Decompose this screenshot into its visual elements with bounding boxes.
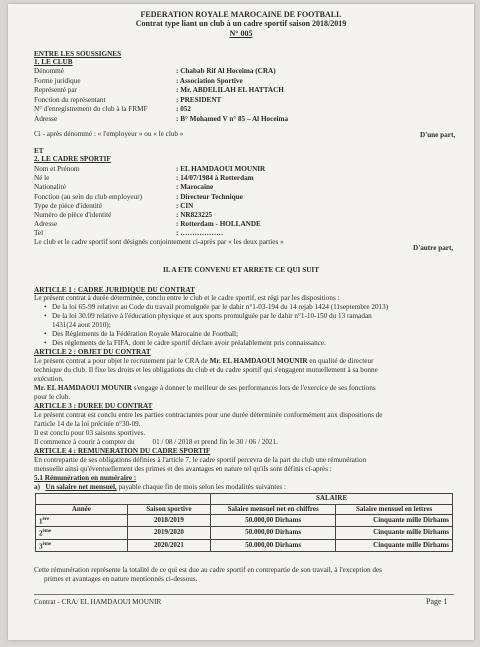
club-field-value: : Mr. ABDELILAH EL HATTACH (176, 86, 284, 95)
document-page (8, 4, 474, 640)
year-suffix: ème (42, 541, 52, 547)
col-header-annee: Année (36, 504, 128, 515)
year-suffix: ère (42, 517, 50, 522)
after-table-line: primes et avantages en nature mentionnés ci-dessous. (44, 575, 198, 583)
article1-bullet-cont: 1431(24 aout 2010); (52, 321, 111, 329)
amount-cell: 50.000,00 Dirhams (211, 515, 336, 527)
cadre-field-value: : 14/07/1984 à Rotterdam (176, 174, 254, 183)
cadre-field-value: : NR823225 (176, 211, 213, 219)
article1-intro: Le présent contrat à durée déterminée, conclu entre le club et le cadre sportif, est régi par les dispositions : (34, 294, 340, 302)
cadre-field-value: : Rotterdam - HOLLANDE (176, 220, 261, 229)
parties-designation: Le club et le cadre sportif sont désignés conjointement ci-après par « les deux parties » (34, 238, 284, 246)
salary-table (35, 493, 453, 552)
footer-divider (34, 594, 454, 595)
club-field-label: Forme juridique (34, 76, 81, 85)
article3-line: l'article 14 de la loi précitée n°30-09. (34, 420, 141, 428)
article4-line: mensuelle ainsi qu'éventuellement des primes et des avantages en nature tel qu'ils sont définis ci-après : (34, 465, 332, 473)
cadre-field-value: : ……………… (176, 229, 224, 238)
cadre-field-value: : EL HAMDAOUI MOUNIR (176, 165, 266, 173)
convenu-heading: IL A ETE CONVENU ET ARRETE CE QUI SUIT (162, 266, 320, 274)
club-field-label: Adresse (34, 115, 58, 123)
letters-cell: Cinquante mille Dirhams (336, 527, 453, 539)
cadre-field-label: Nom et Prénom (34, 165, 80, 173)
club-field-label: Dénommé (34, 67, 64, 75)
article1-bullet: • De la loi 30.09 relative à l'éducation physique et aux sports promulguée par le dahir n°1-10-150 du 13 ramadan (52, 312, 372, 321)
article2-line: technique du club. Il fixe les droits et les obligations du club et du cadre sportif qui s'engagent mutuellement à sa bonne (34, 366, 378, 374)
article2-line: Le présent contrat a pour objet le recrutement par le CRA de Mr. EL HAMDAOUI MOUNIR en qualité de directeur (34, 357, 374, 365)
document-title: FEDERATION ROYALE MAROCAINE DE FOOTBALL (140, 10, 342, 19)
parties-heading: ENTRE LES SOUSSIGNES (34, 50, 122, 58)
year-suffix: ème (42, 529, 52, 535)
article2-line: exécution. (34, 375, 64, 383)
col-header-lettres: Salaire mensuel en lettres (336, 504, 453, 515)
dautre-part: D'autre part, (413, 244, 454, 252)
article3-line: Il est conclu pour 03 saisons sportives. (34, 429, 146, 437)
remuneration-subheading: 5.1 Rémunération en numéraire : (34, 474, 137, 482)
footer-left: Contrat - CRA/ EL HAMDAOUI MOUNIR (34, 598, 162, 606)
contract-number: N° 005 (229, 29, 253, 38)
club-designation: Ci - après dénommé : « l'employeur » ou « le club » (34, 130, 184, 138)
et-label: ET (34, 147, 44, 155)
year-number: 3 (39, 541, 43, 550)
club-field-label: Fonction du représentant (34, 95, 106, 104)
table-row (36, 539, 453, 551)
article3-line: Il commence à courir à compter du 01 / 08 / 2018 et prend fin le 30 / 06 / 2021. (34, 438, 278, 446)
cadre-field-value: : Directeur Technique (176, 192, 243, 201)
season-cell: 2019/2020 (127, 527, 210, 539)
cadre-field-label: Fonction (au sein du club employeur) (34, 192, 142, 201)
amount-cell: 50.000,00 Dirhams (211, 527, 336, 539)
article4-heading: ARTICLE 4 : REMUNERATION DU CADRE SPORTIF (34, 447, 211, 455)
salary-group-header: SALAIRE (211, 494, 453, 505)
article2-line: pour le club. (34, 393, 71, 401)
year-cell (36, 539, 128, 551)
amount-cell: 50.000,00 Dirhams (211, 539, 336, 551)
col-header-chiffres: Salaire mensuel net en chiffres (211, 504, 336, 515)
article3-heading: ARTICLE 3 : DUREE DU CONTRAT (34, 402, 153, 410)
salary-intro: a) Un salaire net mensuel, payable chaque fin de mois selon les modalités suivantes : (34, 483, 286, 491)
cadre-field-value: : Marocaine (176, 183, 214, 192)
club-field-value: : Chabab Rif Al Hoceima (CRA) (176, 67, 276, 75)
cadre-field-value: : CIN (176, 201, 194, 210)
club-field-value: : PRESIDENT (176, 95, 222, 104)
year-cell (36, 527, 128, 539)
after-table-line: Cette rémunération représente la totalité de ce qui est due au cadre sportif en contrepartie de son travail, à l'exception des (34, 566, 382, 574)
article3-line: Le présent contrat est conclu entre les parties contractantes pour une durée déterminée conformément aux dispositions de (34, 411, 383, 419)
club-field-value: : Association Sportive (176, 76, 243, 85)
cadre-field-label: Né le (34, 174, 50, 183)
club-field-value: : B° Mohamed V n° 85 – Al Hoceima (176, 115, 289, 123)
article1-heading: ARTICLE 1 : CADRE JURIDIQUE DU CONTRAT (34, 286, 195, 294)
document-subtitle: Contrat type liant un club à un cadre sportif saison 2018/2019 (135, 19, 347, 28)
letters-cell: Cinquante mille Dirhams (336, 539, 453, 551)
year-number: 2 (39, 529, 43, 538)
dune-part: D'une part, (420, 131, 456, 139)
cadre-heading: 2. LE CADRE SPORTIF (34, 155, 111, 163)
article4-line: En contrepartie de ses obligations définies à l'article 7, le cadre sportif percevra de la part du club une rémunération (34, 456, 367, 464)
page-number: Page 1 (426, 597, 448, 606)
season-cell: 2020/2021 (127, 539, 210, 551)
table-row (36, 515, 453, 527)
year-number: 1 (39, 517, 43, 526)
cadre-field-label: Numéro de pièce d'identité (34, 211, 112, 219)
cadre-field-label: Tel (34, 229, 44, 238)
season-cell: 2018/2019 (127, 515, 210, 527)
article2-heading: ARTICLE 2 : OBJET DU CONTRAT (34, 348, 151, 356)
club-heading: 1. LE CLUB (34, 58, 73, 66)
letters-cell: Cinquante mille Dirhams (336, 515, 453, 527)
cadre-field-label: Adresse (34, 220, 58, 229)
article1-bullet: • De la loi 65-99 relative au Code du travail promulguée par le dahir n°1-03-194 du 14 rejab 1424 (11septembre 2013) (52, 303, 388, 312)
article1-bullet: • Des Règlements de la Fédération Royale Marocaine de Football; (52, 330, 238, 339)
table-row (36, 527, 453, 539)
col-header-saison: Saison sportive (127, 504, 210, 515)
cadre-field-label: Type de pièce d'identité (34, 201, 103, 210)
article1-bullet: • Des règlements de la FIFA, dont le cadre sportif déclare avoir préalablement pris connaissance. (52, 339, 326, 348)
club-field-label: Représenté par (34, 86, 77, 95)
cadre-field-label: Nationalité (34, 183, 66, 192)
year-cell (36, 515, 128, 527)
club-field-value: : 052 (176, 105, 191, 114)
article2-line: Mr. EL HAMDAOUI MOUNIR s'engage à donner le meilleur de ses performances lors de l'exercice de ses fonctions (34, 384, 376, 392)
club-field-label: N° d'enregistrement du club à la FRMF (34, 105, 148, 114)
